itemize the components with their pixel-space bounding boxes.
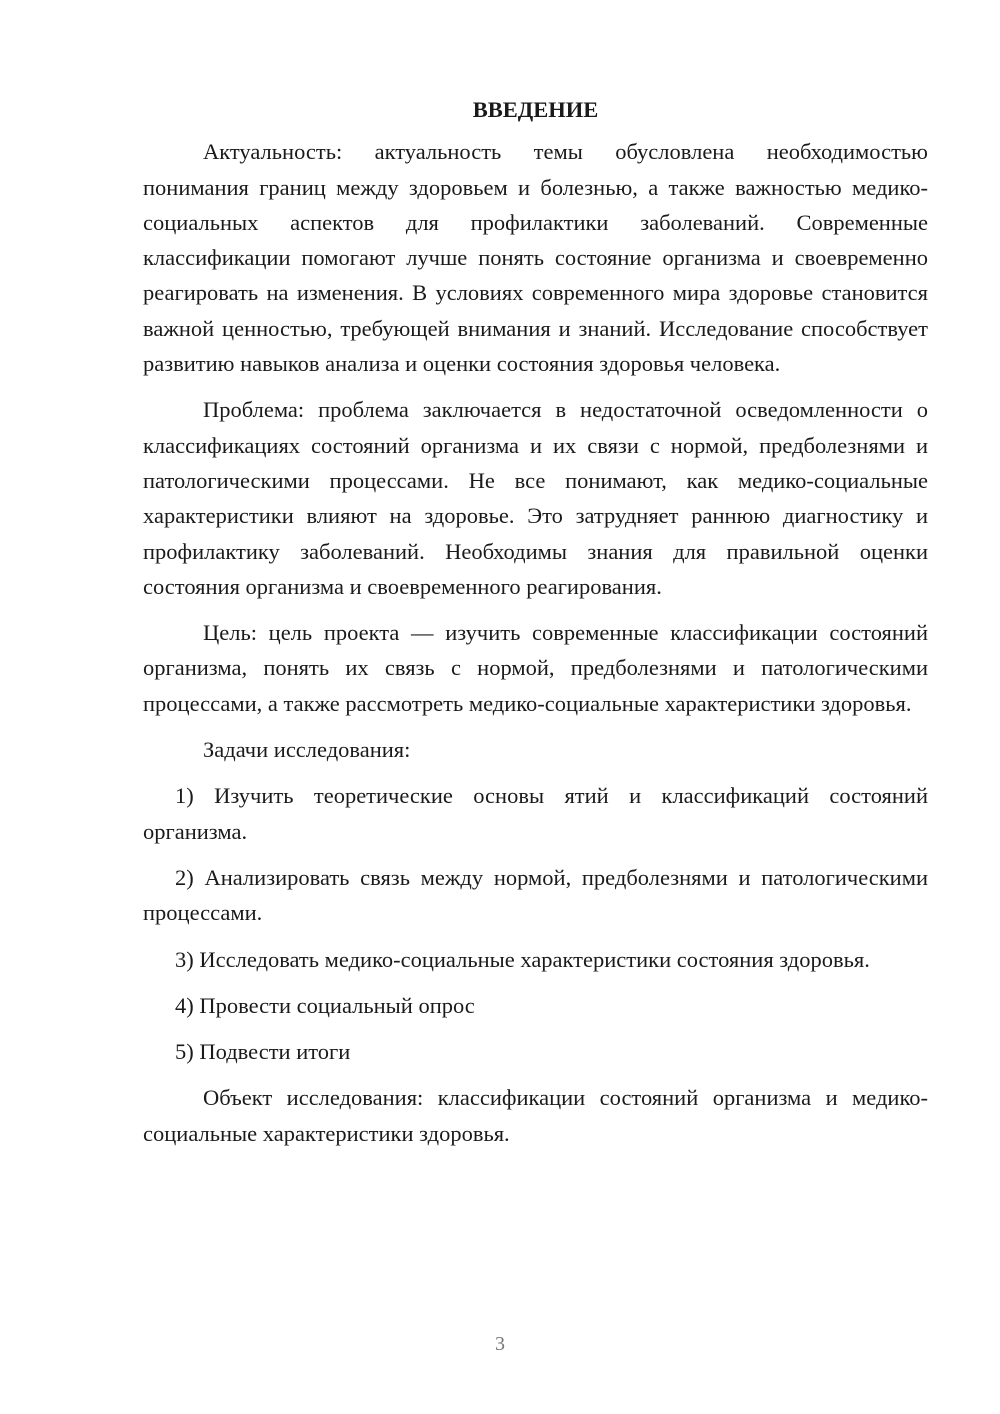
task-item: 5) Подвести итоги bbox=[175, 1039, 351, 1065]
tasks-heading: Задачи исследования: bbox=[203, 737, 411, 763]
goal-paragraph: Цель: цель проекта — изучить современные классификации состояний организма, понять их связь с нормой, предболезнями и патологическими процессами, а также рассмотреть медико-социальные характеристики здоровья. bbox=[143, 620, 928, 716]
page-title: ВВЕДЕНИЕ bbox=[472, 97, 599, 122]
problem-paragraph: Проблема: проблема заключается в недостаточной осведомленности о классификациях состояний организма и их связи с нормой, предболезнями и патологическими процессами. Не все понимают, как медико-социальные характеристики влияют на здоровье. Это затрудняет раннюю диагностику и профилактику заболеваний. Необходимы знания для правильной оценки состояния организма и своевременного реагирования. bbox=[143, 397, 928, 599]
object-paragraph: Объект исследования: классификации состояний организма и медико-социальные характеристики здоровья. bbox=[143, 1085, 928, 1146]
task-item: 1) Изучить теоретические основы ятий и классификаций состояний организма. bbox=[143, 783, 928, 844]
task-item: 4) Провести социальный опрос bbox=[175, 992, 475, 1018]
page-number: 3 bbox=[495, 1333, 505, 1355]
tasks-list bbox=[143, 778, 928, 1069]
document-page bbox=[143, 92, 928, 1162]
task-item: 2) Анализировать связь между нормой, предболезнями и патологическими процессами. bbox=[143, 864, 928, 926]
relevance-paragraph: Актуальность: актуальность темы обусловлена необходимостью понимания границ между здоровьем и болезнью, а также важностью медико-социальных аспектов для профилактики заболеваний. Современные классификации помогают лучше понять состояние организма и своевременно реагировать на изменения. В условиях современного мира здоровье становится важной ценностью, требующей внимания и знаний. Исследование способствует развитию навыков анализа и оценки состояния здоровья человека. bbox=[143, 139, 928, 377]
task-item: 3) Исследовать медико-социальные характеристики состояния здоровья. bbox=[175, 946, 870, 972]
